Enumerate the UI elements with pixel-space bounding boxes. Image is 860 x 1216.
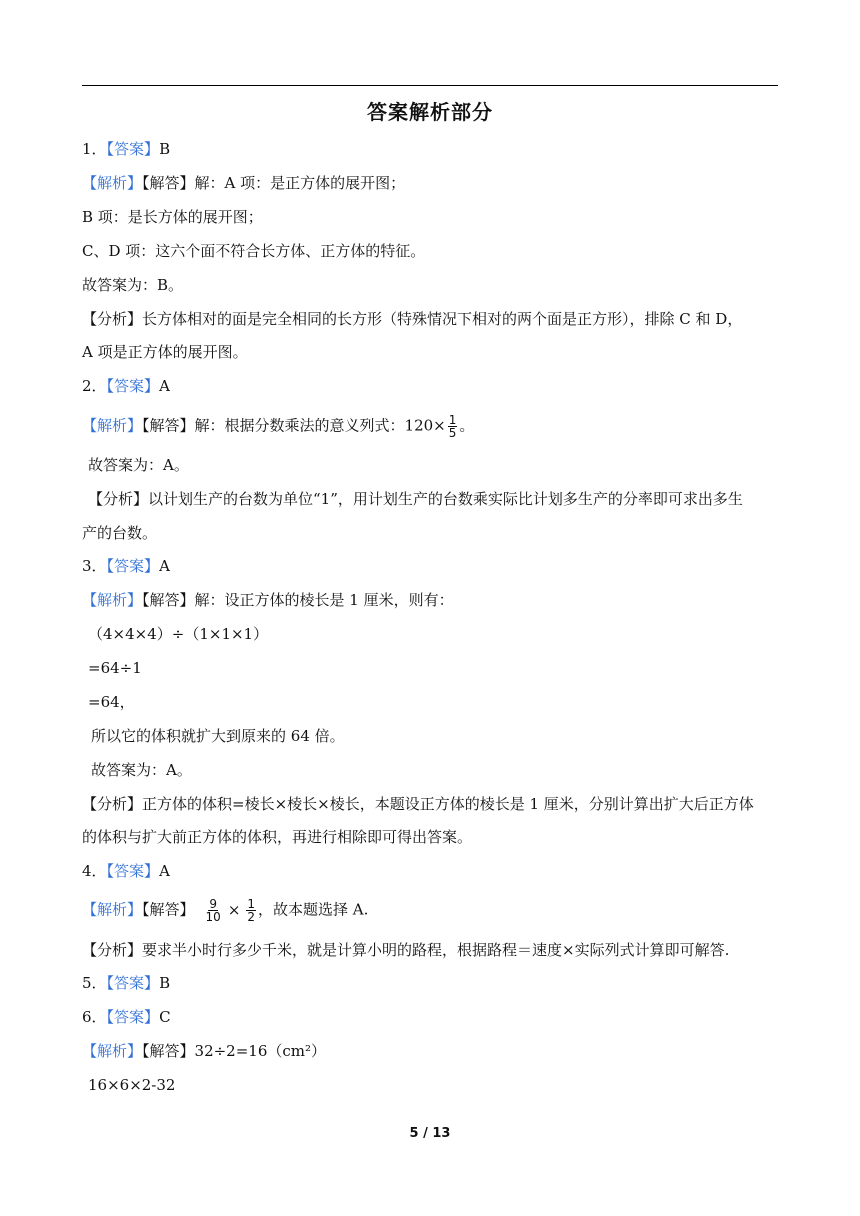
q4-jiexi-line [82, 898, 782, 923]
times-sign: × [227, 900, 241, 919]
text: 正方体的体积=棱长×棱长×棱长，本题设正方体的棱长是 1 厘米，分别计算出扩大后正方体 [142, 795, 754, 813]
answer-tag: 【答案】 [106, 557, 160, 575]
fenxi-tag: 【分析】 [82, 310, 143, 328]
jieda-tag: 【解答】 [142, 1042, 195, 1060]
question-number: 4． [82, 862, 107, 880]
q3-formula: =64÷1 [88, 659, 142, 677]
jiexi-tag: 【解析】 [82, 416, 143, 435]
q2-answer-line [82, 376, 782, 396]
text: 要求半小时行多少千米，就是计算小明的路程，根据路程＝速度×实际列式计算即可解答. [142, 941, 730, 959]
q3-conclusion: 故答案为：A。 [91, 761, 192, 779]
text: 解：A 项：是正方体的展开图； [194, 174, 406, 192]
question-number: 6． [82, 1008, 107, 1026]
fraction [246, 898, 256, 923]
answer-value: C [159, 1008, 171, 1026]
q2-analysis-cont: 产的台数。 [82, 524, 158, 542]
q3-text-line: 所以它的体积就扩大到原来的 64 倍。 [91, 727, 345, 745]
jieda-tag: 【解答】 [142, 174, 195, 192]
q6-answer-line [82, 1007, 782, 1027]
text: 解：根据分数乘法的意义列式：120× [194, 416, 446, 435]
fraction-numerator: 9 [209, 897, 217, 911]
fraction-denominator: 5 [448, 426, 457, 440]
q4-answer-line [82, 861, 782, 881]
q3-formula: （4×4×4）÷（1×1×1） [88, 625, 269, 643]
answer-value: A [159, 557, 170, 575]
fraction-denominator: 10 [205, 910, 221, 924]
q3-answer-line [82, 556, 782, 576]
q4-analysis-line [82, 940, 782, 960]
q1-text-line: B 项：是长方体的展开图； [82, 208, 263, 226]
q3-analysis-line [82, 794, 782, 814]
text: 长方体相对的面是完全相同的长方形（特殊情况下相对的两个面是正方形），排除 C 和 D， [142, 310, 743, 328]
answer-value: B [159, 140, 171, 158]
fraction-numerator: 1 [448, 413, 457, 427]
jieda-tag: 【解答】 [142, 900, 195, 919]
page-title: 答案解析部分 [367, 100, 493, 124]
jiexi-tag: 【解析】 [82, 1042, 143, 1060]
jiexi-tag: 【解析】 [82, 591, 143, 609]
answer-value: A [159, 377, 170, 395]
q1-text-line: C、D 项：这六个面不符合长方体、正方体的特征。 [82, 242, 426, 260]
q3-analysis-cont: 的体积与扩大前正方体的体积，再进行相除即可得出答案。 [82, 828, 473, 846]
q1-jiexi-line [82, 173, 782, 193]
text: ，故本题选择 A. [258, 900, 369, 919]
question-number: 1． [82, 140, 107, 158]
answer-tag: 【答案】 [106, 140, 160, 158]
fraction-denominator: 2 [247, 910, 256, 924]
q2-conclusion: 故答案为：A。 [88, 456, 189, 474]
question-number: 5． [82, 974, 107, 992]
q2-jiexi-line [82, 414, 782, 439]
q1-conclusion: 故答案为：B。 [82, 276, 184, 294]
fenxi-tag: 【分析】 [88, 490, 149, 508]
text: 解：设正方体的棱长是 1 厘米，则有： [194, 591, 454, 609]
fenxi-tag: 【分析】 [82, 795, 143, 813]
fraction [448, 414, 458, 439]
answer-value: A [159, 862, 170, 880]
text: 。 [459, 416, 475, 435]
page-number: 5 / 13 [409, 1126, 451, 1141]
q2-analysis-line [88, 489, 788, 509]
fraction-numerator: 1 [247, 897, 256, 911]
jiexi-tag: 【解析】 [82, 900, 143, 919]
question-number: 2． [82, 377, 107, 395]
q3-formula: =64， [88, 693, 135, 711]
header-rule [82, 85, 778, 86]
text: 以计划生产的台数为单位“1”，用计划生产的台数乘实际比计划多生产的分率即可求出多生 [148, 490, 743, 508]
question-number: 3． [82, 557, 107, 575]
jieda-tag: 【解答】 [142, 416, 195, 435]
answer-tag: 【答案】 [106, 974, 160, 992]
q3-jiexi-line [82, 590, 782, 610]
answer-tag: 【答案】 [106, 862, 160, 880]
jiexi-tag: 【解析】 [82, 174, 143, 192]
q6-jiexi-line [82, 1041, 782, 1061]
fraction [205, 898, 222, 923]
answer-tag: 【答案】 [106, 1008, 160, 1026]
q6-formula: 16×6×2-32 [88, 1076, 176, 1094]
q5-answer-line [82, 973, 782, 993]
jieda-tag: 【解答】 [142, 591, 195, 609]
text: 32÷2=16（cm²） [194, 1042, 327, 1060]
answer-tag: 【答案】 [106, 377, 160, 395]
answer-value: B [159, 974, 171, 992]
q1-analysis-line [82, 309, 782, 329]
q1-answer-line [82, 139, 782, 159]
fenxi-tag: 【分析】 [82, 941, 143, 959]
q1-analysis-cont: A 项是正方体的展开图。 [82, 343, 248, 361]
